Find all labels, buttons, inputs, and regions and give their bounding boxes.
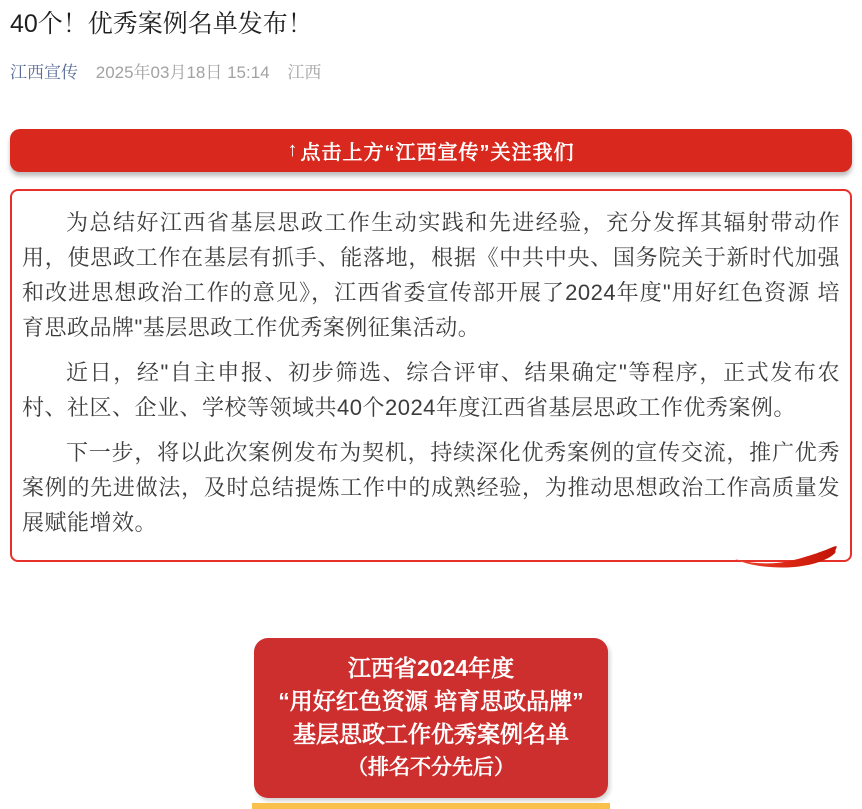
article-paragraph: 为总结好江西省基层思政工作生动实践和先进经验，充分发挥其辐射带动作用，使思政工作在基层有抓手、能落地，根据《中共中央、国务院关于新时代加强和改进思想政治工作的意见》，江西省委宣传部开展了2024年度"用好红色资源 培育思政品牌"基层思政工作优秀案例征集活动。 [22, 210, 840, 340]
card-line: 基层思政工作优秀案例名单 [293, 721, 569, 747]
page-title: 40个！优秀案例名单发布！ [10, 10, 313, 38]
list-title-card [254, 638, 608, 798]
article-paragraph: 下一步，将以此次案例发布为契机，持续深化优秀案例的宣传交流，推广优秀案例的先进做法，及时总结提炼工作中的成熟经验，为推动思想政治工作高质量发展赋能增效。 [22, 440, 840, 535]
account-link[interactable]: 江西宣传 [10, 63, 78, 82]
byline [10, 62, 852, 84]
card-line: 江西省2024年度 [347, 655, 515, 681]
follow-banner-label: 点击上方“江西宣传”关注我们 [300, 142, 575, 164]
publish-date: 2025年03月18日 15:14 [95, 63, 270, 82]
red-brush-swoosh-icon [734, 545, 840, 569]
up-arrow-icon: ↑ [287, 139, 299, 161]
follow-banner-button[interactable] [10, 129, 852, 172]
article-paragraph: 近日，经"自主申报、初步筛选、综合评审、结果确定"等程序，正式发布农村、社区、企业、学校等领域共40个2024年度江西省基层思政工作优秀案例。 [22, 360, 840, 420]
publish-location: 江西 [287, 63, 322, 82]
card-line-note: （排名不分先后） [347, 756, 515, 779]
accent-bar [252, 803, 610, 809]
article-summary-box [10, 189, 852, 562]
card-line: “用好红色资源 培育思政品牌” [278, 688, 584, 714]
